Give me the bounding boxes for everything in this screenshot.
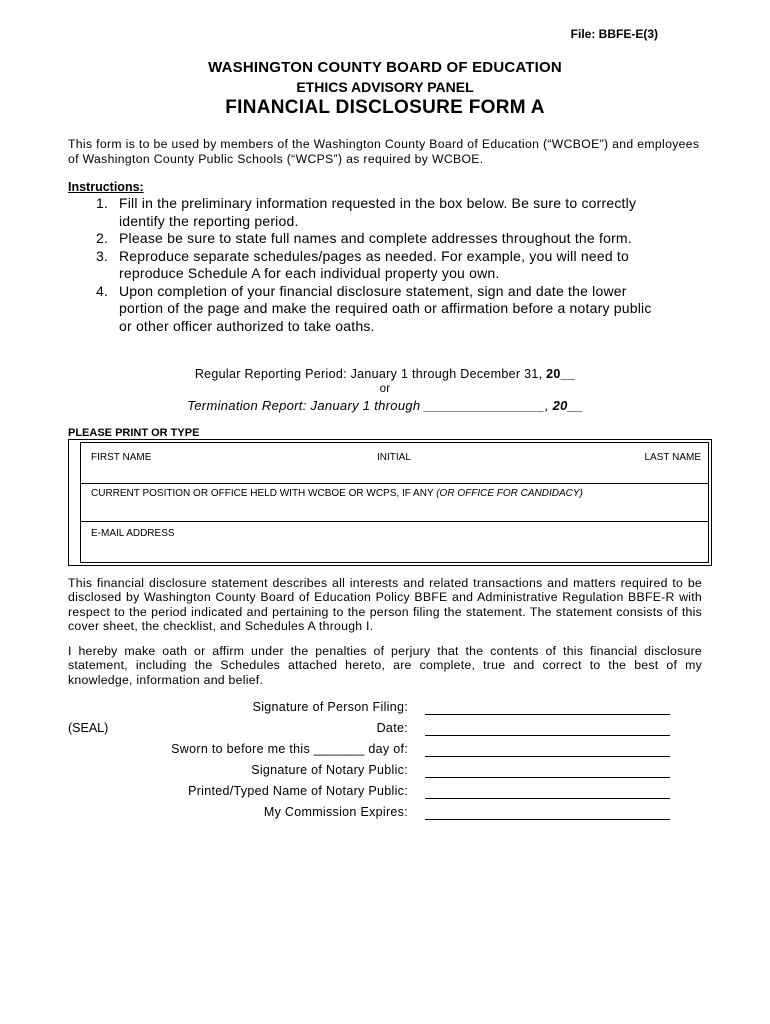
instructions-title: Instructions: [68, 180, 144, 194]
instruction-text: Fill in the preliminary information requested in the box below. Be sure to correctly identify the reporting period. [119, 195, 637, 229]
regular-period-text: Regular Reporting Period: January 1 through December 31, [194, 367, 547, 381]
email-label: E-MAIL ADDRESS [91, 528, 175, 539]
file-id: File: BBFE-E(3) [570, 27, 658, 41]
instruction-number: 2. [96, 230, 109, 246]
instruction-number: 4. [96, 282, 109, 299]
position-label-text: CURRENT POSITION OR OFFICE HELD WITH WCBOE OR WCPS, IF ANY [91, 488, 434, 499]
info-box [80, 442, 709, 563]
instruction-number: 3. [96, 247, 109, 264]
instruction-item [96, 195, 661, 230]
initial-label: INITIAL [377, 452, 411, 463]
regular-period [0, 367, 770, 381]
name-row[interactable] [81, 443, 708, 484]
notary-signature-label: Signature of Notary Public: [251, 763, 408, 777]
instructions-list [96, 195, 661, 335]
oath-paragraph: I hereby make oath or affirm under the penalties of perjury that the contents of this financial disclosure statement, including the Schedules attached hereto, are complete, true and correct to the best of my knowledge, information and belief. [68, 644, 702, 687]
sworn-line[interactable] [425, 756, 670, 757]
instruction-item [96, 248, 661, 283]
instruction-item [96, 230, 661, 248]
statement-paragraph: This financial disclosure statement describes all interests and related transactions and matters required to be disclosed by Washington County Board of Education Policy BBFE and Administrative Regulation BBFE-R with respect to the period indicated and pertaining to the person filing the statement. The statement consists of this cover sheet, the checklist, and Schedules A through I. [68, 576, 702, 633]
instruction-item [96, 283, 661, 336]
last-name-label: LAST NAME [644, 452, 701, 463]
position-row[interactable] [81, 483, 708, 522]
panel-title: ETHICS ADVISORY PANEL [296, 79, 474, 95]
regular-period-year: 20__ [546, 367, 576, 381]
termination-period-year: 20__ [552, 398, 583, 413]
notary-signature-line[interactable] [425, 777, 670, 778]
org-title: WASHINGTON COUNTY BOARD OF EDUCATION [208, 59, 562, 76]
signature-filer-line[interactable] [425, 714, 670, 715]
date-label: Date: [376, 721, 408, 735]
instruction-number: 1. [96, 195, 109, 211]
email-row[interactable] [81, 521, 708, 562]
instruction-text: Please be sure to state full names and complete addresses throughout the form. [119, 230, 632, 246]
period-or: or [379, 383, 391, 395]
first-name-label: FIRST NAME [91, 452, 152, 463]
termination-period [0, 398, 770, 413]
commission-label: My Commission Expires: [263, 805, 408, 819]
position-label-italic: (OR OFFICE FOR CANDIDACY) [436, 488, 583, 499]
sworn-label: Sworn to before me this _______ day of: [171, 742, 408, 756]
notary-name-label: Printed/Typed Name of Notary Public: [188, 784, 408, 798]
instruction-text: Upon completion of your financial disclosure statement, sign and date the lower portion of the page and make the required oath or affirmation before a notary public or other officer authorized to take oaths. [119, 282, 652, 334]
form-title: FINANCIAL DISCLOSURE FORM A [225, 97, 545, 118]
seal-label: (SEAL) [68, 721, 109, 735]
signature-filer-label: Signature of Person Filing: [252, 700, 408, 714]
date-line[interactable] [425, 735, 670, 736]
commission-line[interactable] [425, 819, 670, 820]
intro-paragraph: This form is to be used by members of the Washington County Board of Education (“WCBOE”) and employees of Washington County Public Schools (“WCPS”) as required by WCBOE. [68, 137, 700, 166]
instruction-text: Reproduce separate schedules/pages as needed. For example, you will need to reproduce Schedule A for each individual property you own. [119, 247, 629, 281]
termination-period-text: Termination Report: January 1 through ________________, [187, 398, 553, 413]
position-label [91, 488, 583, 499]
notary-name-line[interactable] [425, 798, 670, 799]
print-instruction: PLEASE PRINT OR TYPE [68, 427, 200, 439]
